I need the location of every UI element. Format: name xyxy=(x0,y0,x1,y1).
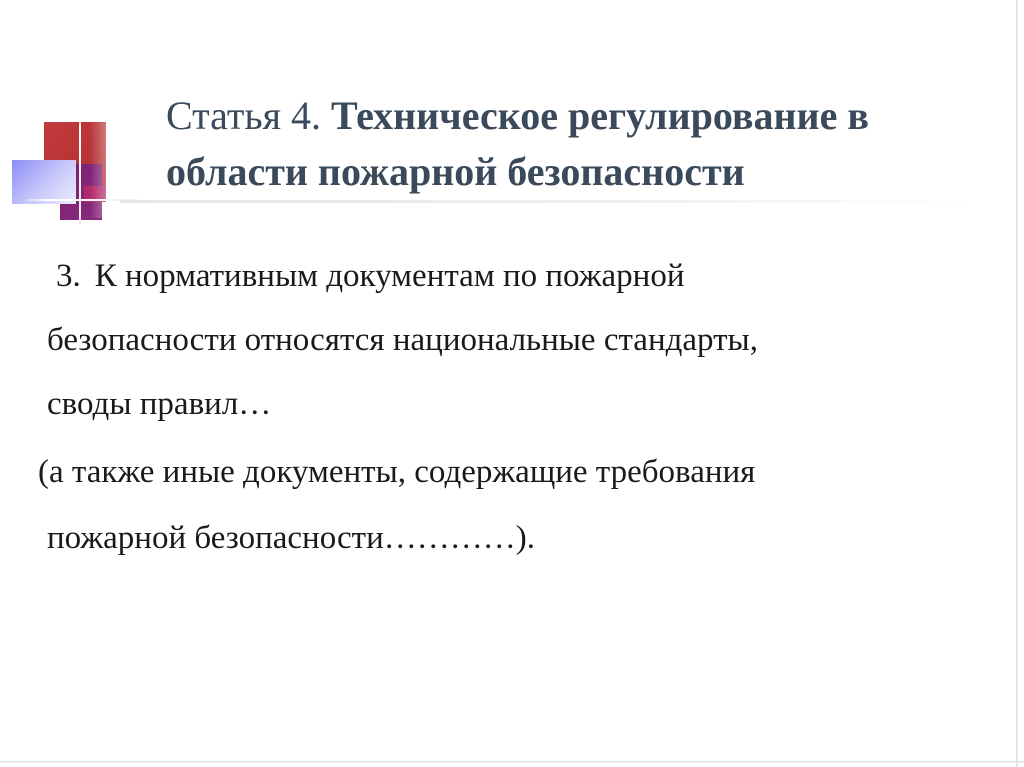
decorative-logo xyxy=(0,0,140,230)
title-prefix: Статья 4. xyxy=(166,93,321,138)
body-line-5: пожарной безопасности…………). xyxy=(47,520,536,556)
slide-frame-bottom xyxy=(0,761,1024,763)
blue-square-decoration xyxy=(12,160,76,204)
body-line-4: (а также иные документы, содержащие требования xyxy=(38,454,756,490)
body-line-1 xyxy=(56,256,684,296)
title-bold-line-2: области пожарной безопасности xyxy=(166,149,745,194)
body-line-3: своды правил… xyxy=(47,386,272,422)
item-number: 3. xyxy=(56,258,81,294)
slide-frame-right xyxy=(1016,0,1018,767)
vertical-line-decoration xyxy=(79,106,81,224)
title-underline xyxy=(120,200,980,203)
title-bold-line-1: Техническое регулирование в xyxy=(330,93,869,138)
fade-overlay-decoration xyxy=(90,122,138,218)
slide-title xyxy=(166,88,996,200)
body-line-2: безопасности относятся национальные стандарты, xyxy=(47,322,758,358)
body-line-1-text: К нормативным документам по пожарной xyxy=(94,258,685,294)
